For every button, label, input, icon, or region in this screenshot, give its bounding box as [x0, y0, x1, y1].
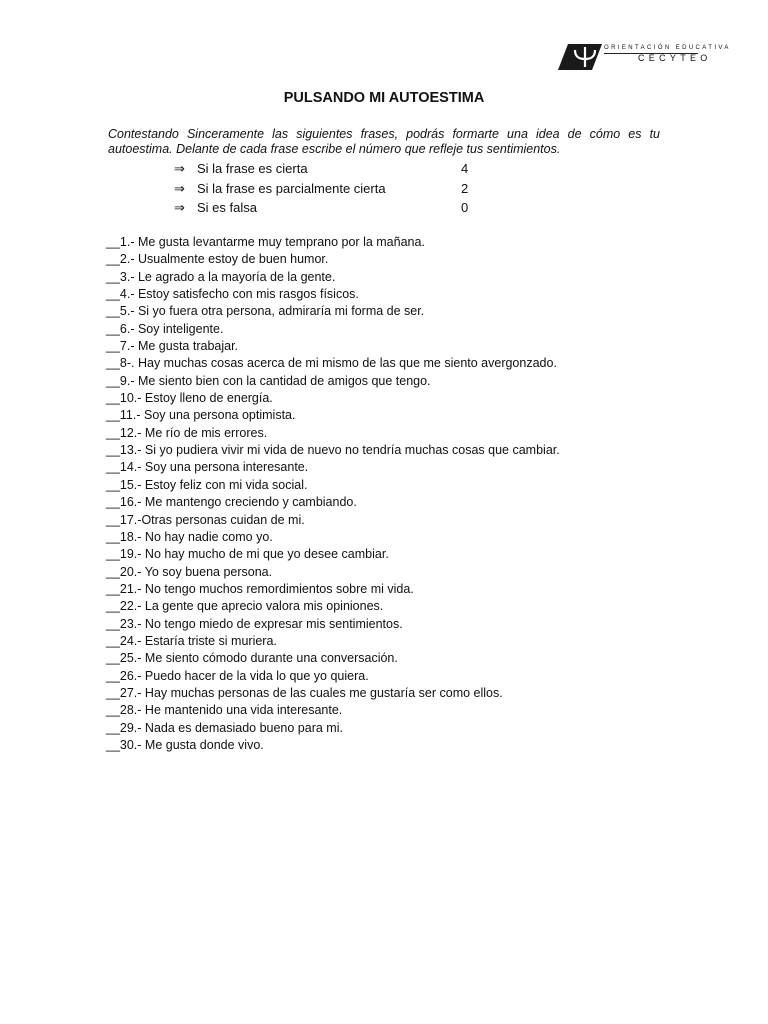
statement-item: __11.- Soy una persona optimista.	[106, 408, 296, 423]
statement-item: __2.- Usualmente estoy de buen humor.	[106, 252, 329, 267]
scale-row	[174, 179, 494, 199]
scale-value: 4	[461, 161, 469, 176]
statement-item: __25.- Me siento cómodo durante una conversación.	[106, 651, 398, 666]
scale-row	[174, 159, 494, 179]
statement-item: __1.- Me gusta levantarme muy temprano por la mañana.	[106, 235, 425, 249]
logo-name: CECYTEO	[638, 53, 712, 63]
scale-label: Si es falsa	[197, 200, 257, 215]
scale-row	[174, 198, 494, 218]
scale-value: 2	[461, 180, 469, 196]
statement-item: __9.- Me siento bien con la cantidad de amigos que tengo.	[106, 373, 431, 388]
arrow-icon: ⇒	[174, 200, 185, 215]
statement-item: __23.- No tengo miedo de expresar mis sentimientos.	[106, 616, 403, 631]
statement-item: __10.- Estoy lleno de energía.	[106, 391, 273, 406]
statement-item: __18.- No hay nadie como yo.	[106, 529, 273, 544]
statement-list	[106, 234, 560, 754]
statement-item: __28.- He mantenido una vida interesante.	[106, 703, 343, 718]
statement-item: __16.- Me mantengo creciendo y cambiando.	[106, 495, 357, 510]
statement-item: __17.-Otras personas cuidan de mi.	[106, 512, 305, 527]
statement-item: __21.- No tengo muchos remordimientos sobre mi vida.	[106, 581, 414, 596]
page-title: PULSANDO MI AUTOESTIMA	[283, 90, 485, 106]
statement-item: __14.- Soy una persona interesante.	[106, 460, 309, 475]
scale-value: 0	[461, 200, 469, 215]
statement-item: __5.- Si yo fuera otra persona, admiraría mi forma de ser.	[106, 304, 425, 319]
statement-item: __3.- Le agrado a la mayoría de la gente.	[106, 269, 336, 284]
scale-label: Si la frase es parcialmente cierta	[197, 180, 386, 196]
statement-item: __22.- La gente que aprecio valora mis opiniones.	[106, 599, 384, 614]
statement-item: __20.- Yo soy buena persona.	[106, 564, 273, 579]
instructions-paragraph: Contestando Sinceramente las siguientes frases, podrás formarte una idea de cómo es tu autoestima. Delante de cada frase escribe el número que refleje tus sentimientos.	[108, 127, 660, 156]
arrow-icon: ⇒	[174, 161, 185, 176]
scoring-scale	[174, 159, 494, 218]
psi-logo-icon	[558, 44, 602, 70]
statement-item: __6.- Soy inteligente.	[106, 321, 224, 336]
scale-label: Si la frase es cierta	[197, 161, 308, 176]
statement-item: __8-. Hay muchas cosas acerca de mi mismo de las que me siento avergonzado.	[106, 356, 557, 371]
statement-item: __19.- No hay mucho de mi que yo desee cambiar.	[106, 547, 389, 562]
statement-item: __15.- Estoy feliz con mi vida social.	[106, 477, 308, 492]
cecyteo-logo	[558, 44, 731, 70]
statement-item: __30.- Me gusta donde vivo.	[106, 737, 264, 752]
statement-item: __24.- Estaría triste si muriera.	[106, 633, 277, 648]
logo-subtitle: ORIENTACIÓN EDUCATIVA	[604, 45, 731, 51]
statement-item: __4.- Estoy satisfecho con mis rasgos físicos.	[106, 287, 359, 302]
arrow-icon: ⇒	[174, 180, 185, 196]
statement-item: __26.- Puedo hacer de la vida lo que yo quiera.	[106, 668, 369, 683]
statement-item: __29.- Nada es demasiado bueno para mi.	[106, 720, 343, 735]
statement-item: __12.- Me río de mis errores.	[106, 425, 268, 440]
statement-item: __7.- Me gusta trabajar.	[106, 339, 239, 354]
statement-item: __13.- Si yo pudiera vivir mi vida de nuevo no tendría muchas cosas que cambiar.	[106, 443, 560, 458]
statement-item: __27.- Hay muchas personas de las cuales me gustaría ser como ellos.	[106, 685, 503, 700]
